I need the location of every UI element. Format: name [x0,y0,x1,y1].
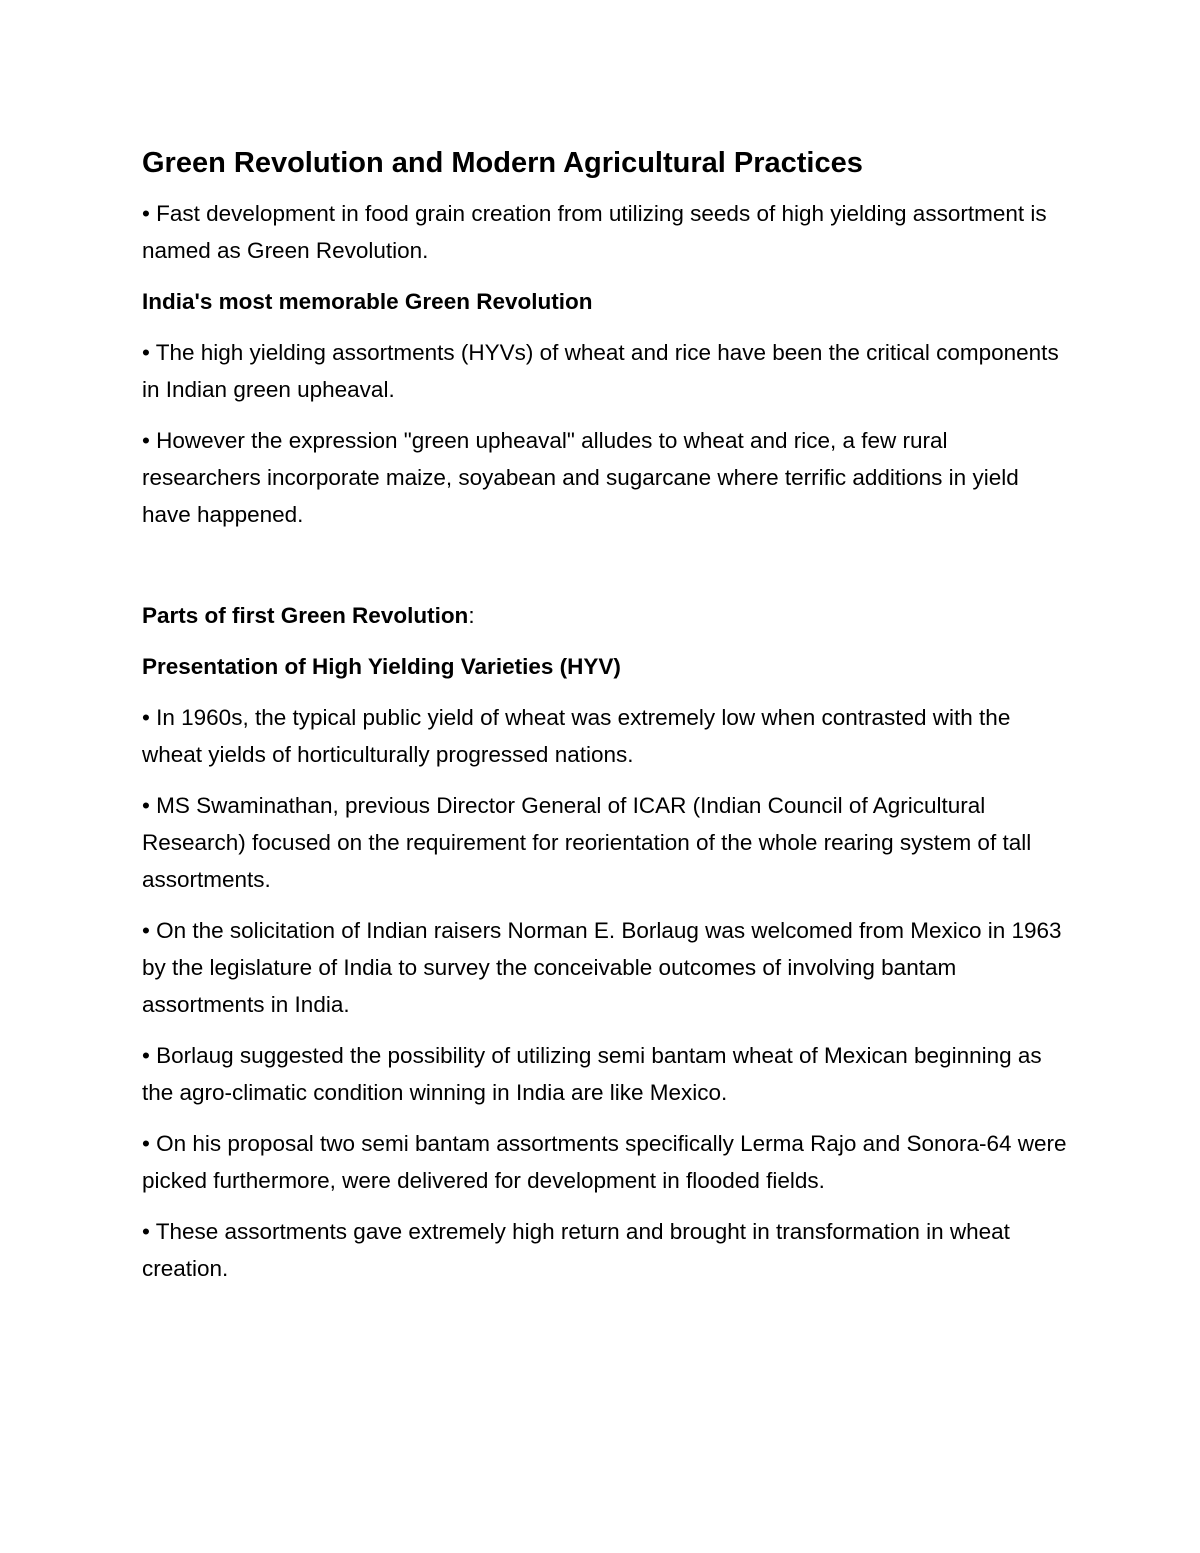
intro-paragraph: • Fast development in food grain creation from utilizing seeds of high yielding assortment is named as Green Revolution. [142,201,1047,263]
section-heading-text: Parts of first Green Revolution [142,603,469,628]
section-heading-parts-of-green-revolution [142,597,1072,634]
bullet-paragraph: • The high yielding assortments (HYVs) of wheat and rice have been the critical components in Indian green upheaval. [142,340,1059,402]
document-body [142,143,1072,1301]
bullet-paragraph: • On the solicitation of Indian raisers Norman E. Borlaug was welcomed from Mexico in 1963 by the legislature of India to survey the conceivable outcomes of involving bantam assortments in India. [142,918,1062,1017]
bullet-paragraph: • In 1960s, the typical public yield of wheat was extremely low when contrasted with the wheat yields of horticulturally progressed nations. [142,705,1011,767]
bullet-paragraph: • On his proposal two semi bantam assortments specifically Lerma Rajo and Sonora-64 were picked furthermore, were delivered for development in flooded fields. [142,1131,1067,1193]
bullet-paragraph: • These assortments gave extremely high return and brought in transformation in wheat creation. [142,1219,1010,1281]
bullet-paragraph: • However the expression "green upheaval" alludes to wheat and rice, a few rural researchers incorporate maize, soyabean and sugarcane where terrific additions in yield have happened. [142,428,1019,527]
document-title: Green Revolution and Modern Agricultural Practices [142,147,863,179]
section-heading-colon: : [468,603,475,628]
section-heading-india-green-revolution: India's most memorable Green Revolution [142,289,593,314]
bullet-paragraph: • MS Swaminathan, previous Director General of ICAR (Indian Council of Agricultural Research) focused on the requirement for reorientation of the whole rearing system of tall assortments. [142,793,1032,892]
subheading-hyv: Presentation of High Yielding Varieties (HYV) [142,654,621,679]
bullet-paragraph: • Borlaug suggested the possibility of utilizing semi bantam wheat of Mexican beginning as the agro-climatic condition winning in India are like Mexico. [142,1043,1042,1105]
blank-line [142,547,1072,597]
